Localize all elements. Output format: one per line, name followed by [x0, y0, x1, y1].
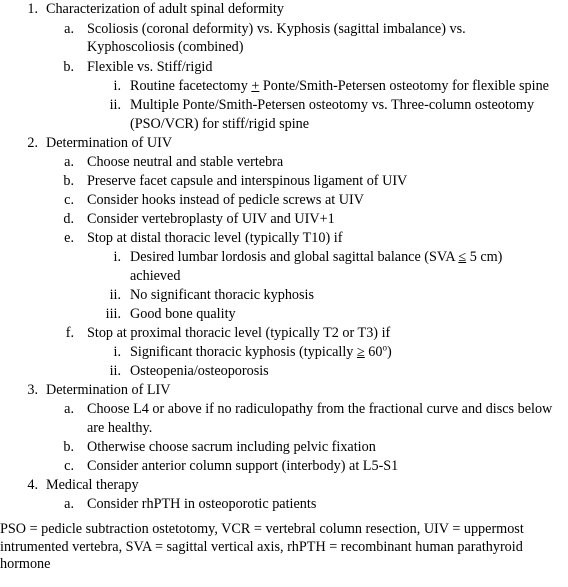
item-1b-i-post: Ponte/Smith-Petersen osteotomy for flexible spine	[259, 78, 549, 94]
item-2e-i-line2: achieved	[130, 268, 181, 284]
item-1a-line1: Scoliosis (coronal deformity) vs. Kyphosis (sagittal imbalance) vs.	[87, 21, 466, 37]
item-2f-i-number: i.	[113, 344, 121, 360]
item-4a-text: Consider rhPTH in osteoporotic patients	[87, 496, 317, 512]
item-2c-text: Consider hooks instead of pedicle screws at UIV	[87, 192, 364, 208]
item-4a-number: a.	[64, 496, 74, 512]
item-2a-number: a.	[64, 154, 74, 170]
item-2e-iii-text: Good bone quality	[130, 306, 236, 322]
item-1b-ii-line1: Multiple Ponte/Smith-Petersen osteotomy vs. Three-column osteotomy	[130, 97, 535, 113]
section-3-number: 3.	[27, 382, 38, 398]
section-4-title: Medical therapy	[46, 477, 139, 493]
item-1b-i-number: i.	[113, 78, 121, 94]
item-1b-ii-number: ii.	[109, 97, 121, 113]
item-2f-ii-number: ii.	[109, 363, 121, 379]
item-3a-line1: Choose L4 or above if no radiculopathy from the fractional curve and discs below	[87, 401, 553, 417]
section-1-title: Characterization of adult spinal deformity	[46, 1, 284, 17]
item-1b-text: Flexible vs. Stiff/rigid	[87, 59, 213, 75]
degree-superscript: o	[382, 342, 387, 353]
item-2e-text: Stop at distal thoracic level (typically T10) if	[87, 230, 343, 246]
item-3c-number: c.	[64, 458, 74, 474]
section-1-number: 1.	[27, 1, 38, 17]
section-2-title: Determination of UIV	[46, 135, 173, 151]
item-3b-text: Otherwise choose sacrum including pelvic fixation	[87, 439, 376, 455]
item-2d-text: Consider vertebroplasty of UIV and UIV+1	[87, 211, 335, 227]
item-1a-number: a.	[64, 21, 74, 37]
item-1b-i-text	[130, 78, 562, 96]
item-2b-number: b.	[63, 173, 74, 189]
item-2f-i-pre: Significant thoracic kyphosis (typically	[130, 344, 357, 360]
plus-minus-symbol: +	[251, 78, 260, 94]
item-2f-number: f.	[65, 325, 74, 341]
item-2a-text: Choose neutral and stable vertebra	[87, 154, 284, 170]
item-2e-i-pre: Desired lumbar lordosis and global sagittal balance (SVA	[130, 249, 459, 265]
item-3a-number: a.	[64, 401, 74, 417]
item-2e-i-number: i.	[113, 249, 121, 265]
item-2f-text: Stop at proximal thoracic level (typically T2 or T3) if	[87, 325, 391, 341]
item-3c-text: Consider anterior column support (interbody) at L5-S1	[87, 458, 399, 474]
section-4-number: 4.	[27, 477, 38, 493]
item-2e-iii-number: iii.	[105, 306, 121, 322]
section-2-number: 2.	[27, 135, 38, 151]
item-3a-line2: are healthy.	[87, 420, 153, 436]
less-equal-symbol: ≤	[458, 249, 467, 265]
item-2e-i-post: 5 cm)	[466, 249, 503, 265]
abbreviation-legend: PSO = pedicle subtraction ostetotomy, VCR = vertebral column resection, UIV = uppermost intrumented vertebra, SVA = sagittal vertical axis, rhPTH = recombinant human parathyroid hormone	[0, 521, 524, 573]
item-2c-number: c.	[64, 192, 74, 208]
item-2f-i-value: 60	[364, 344, 383, 360]
item-2f-i-text	[130, 344, 562, 362]
item-2e-i-line1	[130, 249, 562, 267]
section-3-title: Determination of LIV	[46, 382, 171, 398]
item-1b-ii-line2: (PSO/VCR) for stiff/rigid spine	[130, 116, 310, 132]
item-2e-ii-text: No significant thoracic kyphosis	[130, 287, 315, 303]
item-2d-number: d.	[63, 211, 74, 227]
item-2e-ii-number: ii.	[109, 287, 121, 303]
item-3b-number: b.	[63, 439, 74, 455]
item-1b-number: b.	[63, 59, 74, 75]
item-2f-ii-text: Osteopenia/osteoporosis	[130, 363, 269, 379]
item-1a-line2: Kyphoscoliosis (combined)	[87, 39, 244, 55]
item-2b-text: Preserve facet capsule and interspinous ligament of UIV	[87, 173, 408, 189]
item-1b-i-pre: Routine facetectomy	[130, 78, 252, 94]
item-2e-number: e.	[64, 230, 74, 246]
greater-equal-symbol: ≥	[356, 344, 365, 360]
item-2f-i-post: )	[386, 344, 392, 360]
